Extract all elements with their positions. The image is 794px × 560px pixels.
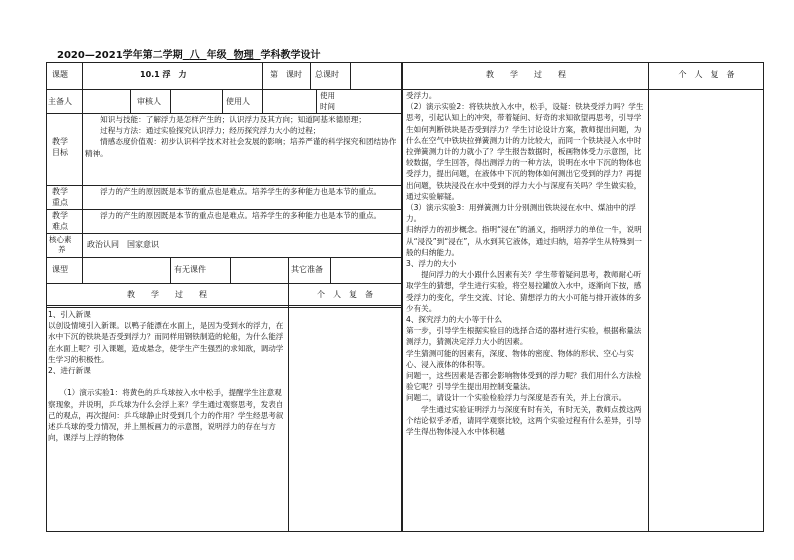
total-periods-label: 总课时	[315, 70, 339, 79]
review-column-rule	[648, 62, 649, 532]
period-label: 第 课时	[270, 70, 302, 79]
list-item: （2）演示实验2：将铁块放入水中，松手，设疑：铁块受浮力吗？学生思考，引起认知上的冲突，带着疑问、好奇的求知欲望再思考，引导学生如何判断铁块是否受到浮力？学生讨论设计方案，教师提出问题，为什么在空气中铁块拉弹簧测力计的力比较大，而同一个铁块浸入水中时拉弹簧测力计的力就小了？学生报告数据时，板画物体受力示意图，比较数据，学生回答，得出测浮力的一种方法，说明在水中下沉的物体也受浮力，提出问题，在液体中下沉的物体如何测出它受到的浮力？再提出问题，铁块浸没在水中受到的浮力大小与深度有关吗？学生做实验，通过实验解疑。	[406, 102, 644, 201]
objectives-text: 知识与技能：了解浮力是怎样产生的；认识浮力及其方向；知道阿基米德原理； 过程与方法：通过实验探究认识浮力；经历探究浮力大小的过程； 情感态度价值观：初步认识科学技术对社会发展的影响；培养严谨的科学探究和团结协作精神。	[85, 115, 397, 158]
list-item	[48, 376, 286, 387]
use-time-label-2: 时间	[320, 102, 335, 111]
literacy-label-2: 养	[58, 245, 66, 254]
list-item: 4、探究浮力的大小等于什么	[406, 315, 502, 325]
user-label: 使用人	[226, 97, 250, 106]
list-item: 2、进行新课	[48, 366, 91, 376]
lesson-type-label: 课型	[52, 265, 68, 274]
list-item: （1）演示实验1：将黄色的乒乓球按入水中松手，提醒学生注意观察现象，并说明，乒乓球为什么会浮上来？学生通过观察思考，发表自己的观点，再次提问：乒乓球静止时受到几个力的作用？学生经思考叙述乒乓球的受力情况，并上黑板画力的示意图，说明浮力的存在与方向，课浮与上浮的物体	[48, 388, 284, 443]
list-item: 提问浮力的大小跟什么因素有关？学生带着疑问思考，教师耐心听取学生的猜想，学生进行实验，将空易拉罐放入水中，逐渐向下按，感受浮力的变化，学生交流、讨论、猜想浮力的大小可能与排开液体的多少有关。	[406, 270, 642, 313]
key-points-label-2: 重点	[52, 198, 68, 207]
list-item: 3、浮力的大小	[406, 259, 457, 269]
key-points-text: 浮力的产生的原因既是本节的重点也是难点。培养学生的多种能力也是本节的重点。	[85, 187, 382, 196]
list-item: 学生通过实验证明浮力与深度有时有关，有时无关，教师点拨这两个结论似乎矛盾，请同学观察比较，这两个实验过程有什么差异，引导学生得出物体浸入水中体积越	[406, 404, 642, 437]
reviewer-label: 审核人	[137, 97, 161, 106]
list-item: 1、引入新课	[48, 310, 91, 319]
review-header-left: 个 人 复 备	[317, 290, 373, 299]
page-divider	[401, 62, 403, 532]
process-header-right: 教 学 过 程	[486, 70, 566, 79]
key-points-label-1: 教学	[52, 187, 68, 196]
left-process-body	[48, 309, 286, 443]
topic-value: 10.1 浮 力	[140, 70, 187, 79]
page-title: 2020—2021学年第二学期 八 年级 物理 学科教学设计	[57, 50, 321, 61]
objectives-label-2: 目标	[52, 148, 68, 157]
process-header-left: 教 学 过 程	[127, 290, 207, 299]
list-item: 以创设情境引入新课。以鸭子能漂在水面上，是因为受到水的浮力，在水中下沉的铁块是否受到浮力？而同样用钢铁制造的轮船，为什么能浮在水面上呢？引入课题，造成悬念，使学生产生强烈的求知欲，调动学生学习的积极性。	[48, 321, 284, 364]
other-prep-label: 其它准备	[291, 265, 323, 274]
difficulties-label-2: 难点	[52, 222, 68, 231]
difficulties-text: 浮力的产生的原因既是本节的重点也是难点。培养学生的多种能力也是本节的重点。	[85, 211, 382, 220]
use-time-label-1: 使用	[320, 91, 335, 100]
preparer-label: 主备人	[48, 97, 72, 106]
list-item: （3）演示实验3：用弹簧测力计分别测出铁块浸在水中、煤油中的浮力。	[406, 203, 636, 224]
list-item: 学生猜测可能的因素有，深度、物体的密度、物体的形状、空心与实心、浸入液体的体积等。	[406, 348, 634, 369]
list-item: 受浮力。	[406, 91, 437, 100]
topic-label: 课题	[52, 70, 68, 79]
objectives-label-1: 教学	[52, 137, 68, 146]
literacy-label-1: 核心素	[49, 235, 72, 244]
review-header-right: 个 人 复 备	[678, 70, 735, 79]
difficulties-label-1: 教学	[52, 211, 68, 220]
list-item: 问题二，请设计一个实验检验浮力与深度是否有关，并上台演示。	[406, 393, 627, 403]
list-item: 问题一，这些因素是否都会影响物体受到的浮力呢？我们用什么方法检验它呢？引导学生提出用控制变量法。	[406, 371, 642, 392]
literacy-text: 政治认同 国家意识	[87, 240, 159, 249]
courseware-label: 有无课件	[174, 265, 206, 274]
list-item: 归纳浮力的初步概念。指明“浸在”的涵义，指明浮力的单位一牛，说明 从“浸没”到“浸在”，从水到其它液体，通过归纳，培养学生从特殊到一般的归纳能力。	[406, 225, 642, 257]
right-process-body	[406, 90, 646, 437]
list-item: 第一步，引导学生根据实验目的选择合适的器材进行实验，根据称量法测浮力，猜测决定浮力大小的因素。	[406, 326, 642, 347]
